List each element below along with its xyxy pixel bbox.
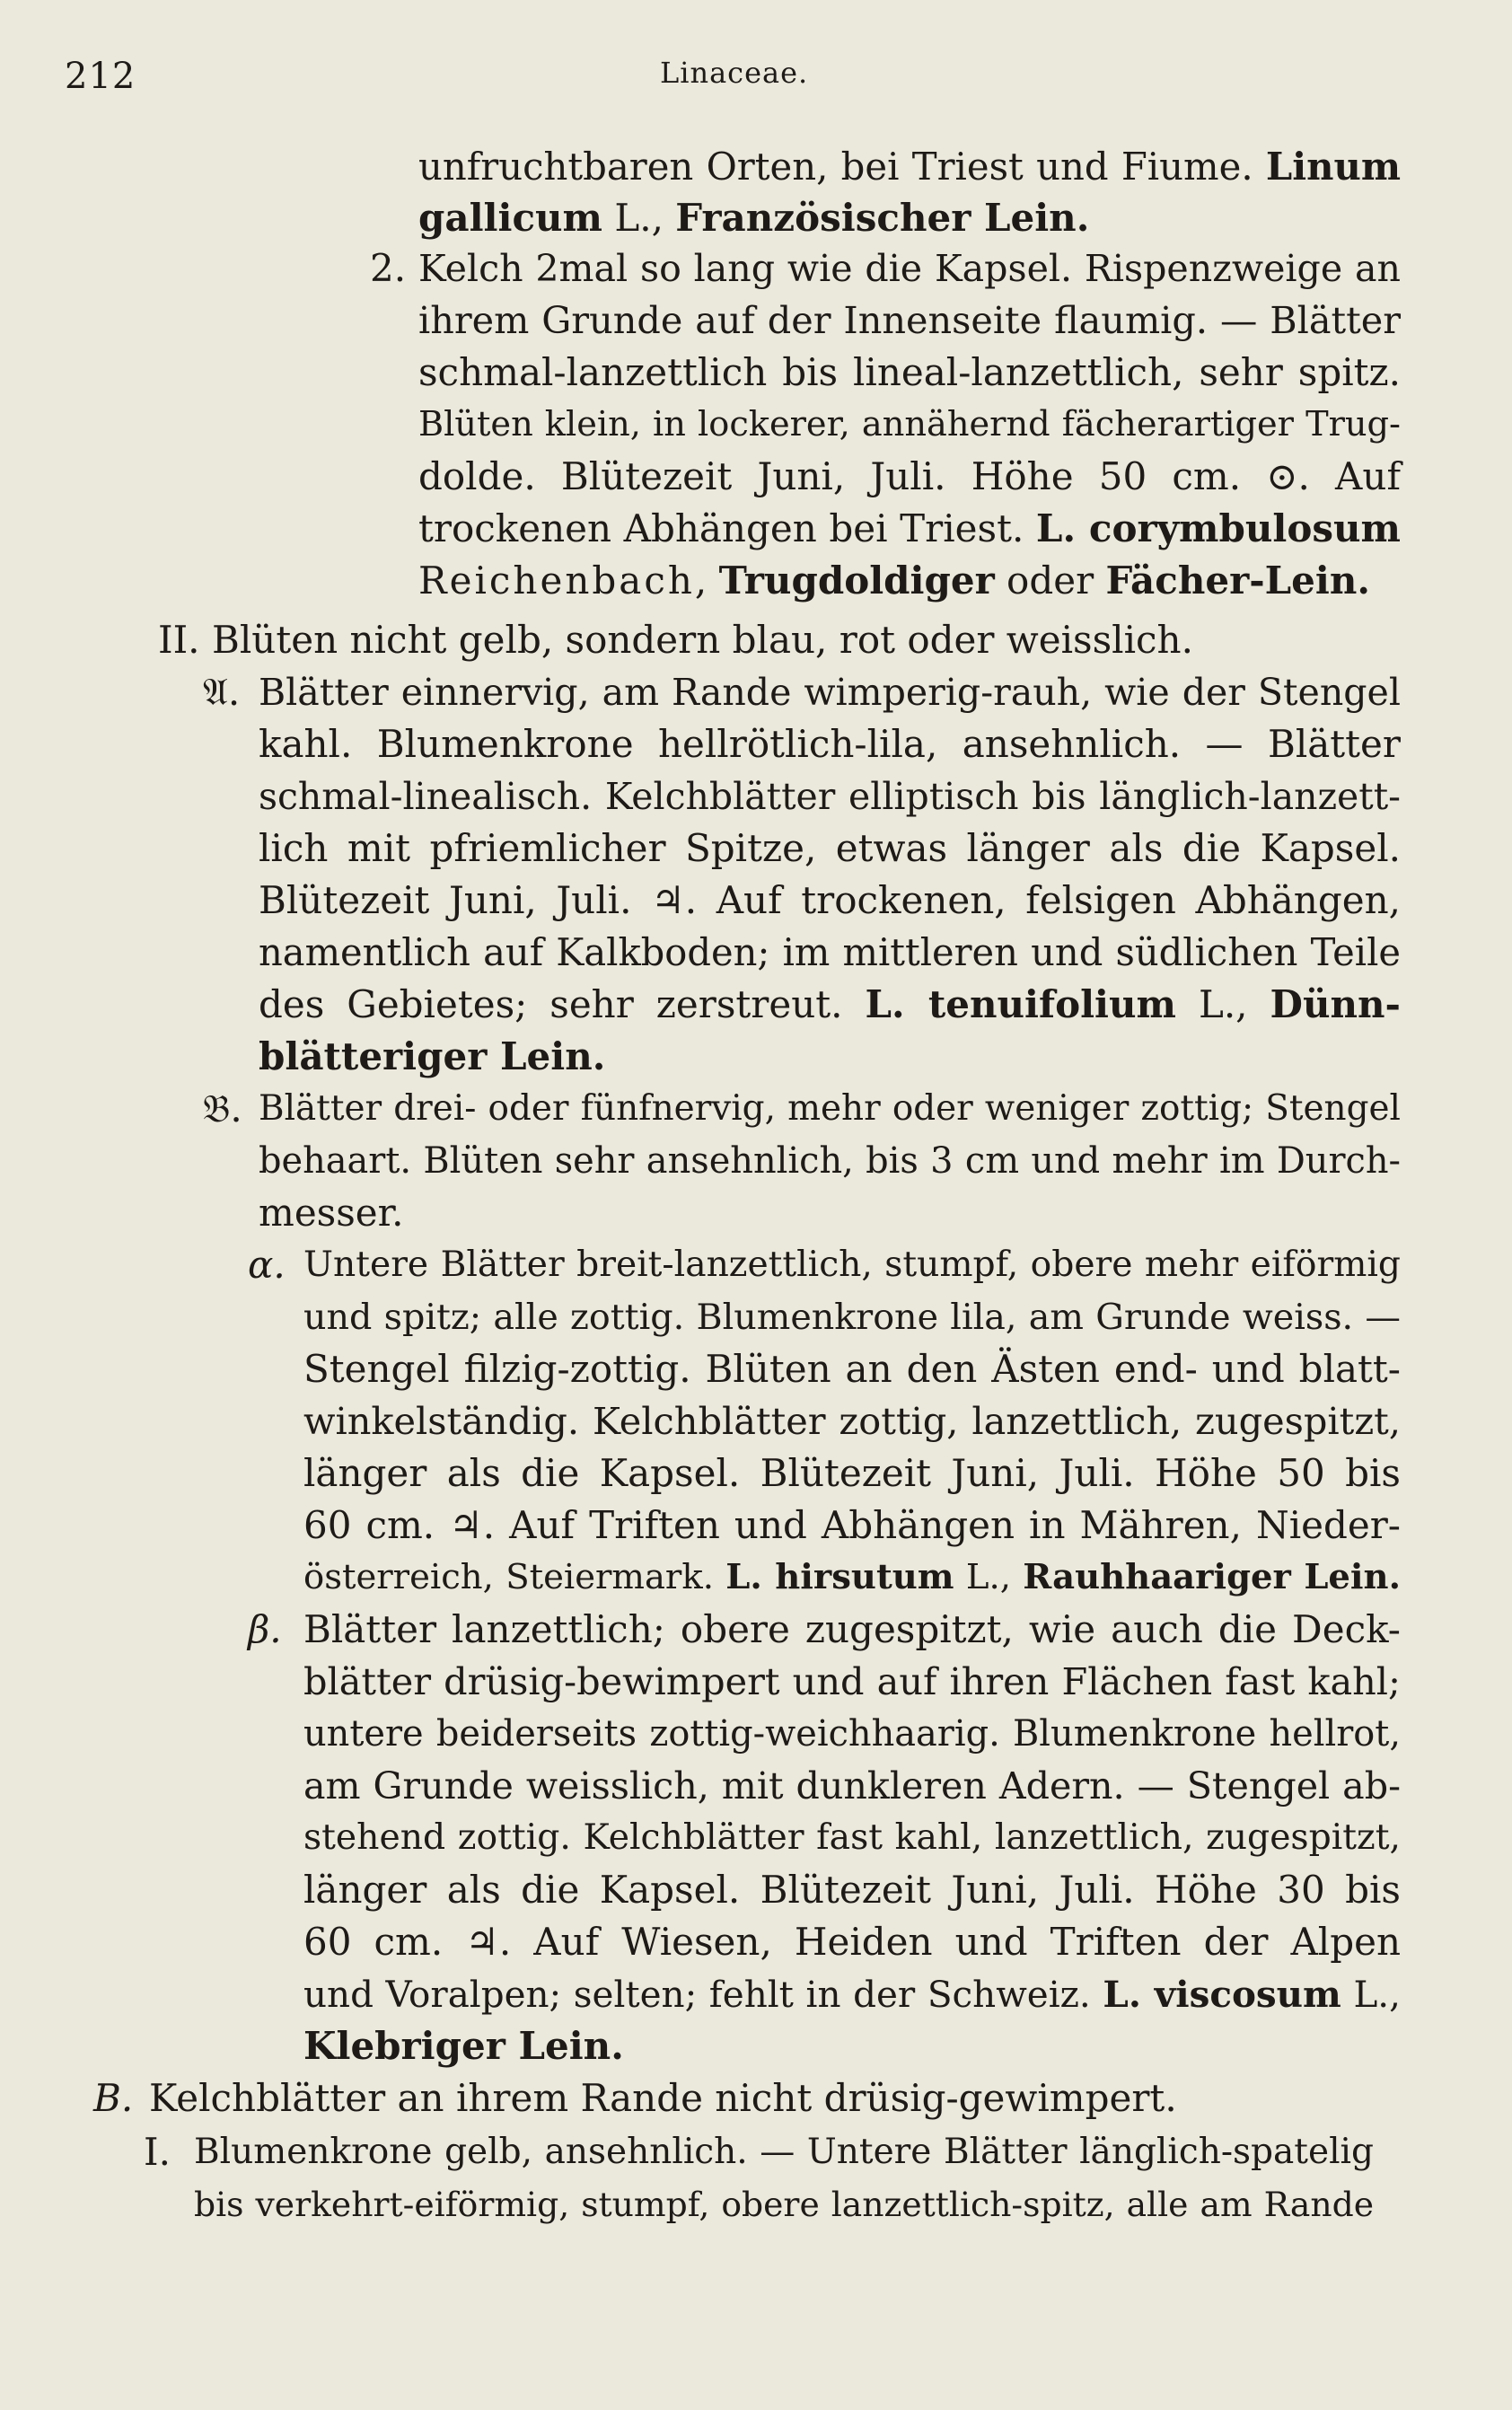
text-line: Reichenbach, Trugdoldiger oder Fächer-Lein. xyxy=(418,559,1371,602)
text-line: kahl. Blumenkrone hellrötlich-lila, ansehnlich. — Blätter xyxy=(259,722,1401,766)
text-line: blätteriger Lein. xyxy=(259,1034,606,1078)
text-line: ihrem Grunde auf der Innenseite flaumig. — Blätter xyxy=(418,299,1401,342)
text-line: des Gebietes; sehr zerstreut. L. tenuifolium L., Dünn- xyxy=(259,982,1401,1026)
text-line: Klebriger Lein. xyxy=(303,2024,624,2068)
text-line: messer. xyxy=(259,1191,404,1235)
list-marker: 𝔄. xyxy=(203,670,241,714)
list-marker: 2. xyxy=(370,246,407,290)
text-line: Stengel filzig-zottig. Blüten an den Ästen end- und blatt- xyxy=(303,1347,1401,1391)
text-line: gallicum L., Französischer Lein. xyxy=(418,196,1090,240)
text-line: behaart. Blüten sehr ansehnlich, bis 3 cm und mehr im Durch- xyxy=(259,1140,1401,1182)
text-line: Blätter drei- oder fünfnervig, mehr oder weniger zottig; Stengel xyxy=(259,1088,1401,1129)
text-line: blätter drüsig-bewimpert und auf ihren Flächen fast kahl; xyxy=(303,1660,1401,1703)
text-line: trockenen Abhängen bei Triest. L. corymbulosum xyxy=(418,506,1401,550)
text-line: Kelch 2mal so lang wie die Kapsel. Rispenzweige an xyxy=(418,247,1401,290)
running-title: Linaceae. xyxy=(660,56,809,90)
text-line: Untere Blätter breit-lanzettlich, stumpf, obere mehr eiförmig xyxy=(303,1245,1401,1285)
text-line: länger als die Kapsel. Blütezeit Juni, Juli. Höhe 30 bis xyxy=(303,1868,1401,1912)
text-line: 60 cm. ♃. Auf Wiesen, Heiden und Triften der Alpen xyxy=(303,1920,1401,1964)
text-line: und spitz; alle zottig. Blumenkrone lila, am Grunde weiss. — xyxy=(303,1297,1401,1338)
list-marker: I. xyxy=(144,2130,171,2174)
list-marker: β. xyxy=(248,1607,282,1651)
list-marker: 𝔅. xyxy=(203,1086,242,1130)
text-line: untere beiderseits zottig-weichhaarig. Blumenkrone hellrot, xyxy=(303,1713,1401,1755)
text-line: Blumenkrone gelb, ansehnlich. — Untere Blätter länglich-spatelig xyxy=(194,2132,1374,2172)
text-line: Blütezeit Juni, Juli. ♃. Auf trockenen, felsigen Abhängen, xyxy=(259,878,1401,922)
text-line: Blüten klein, in lockerer, annähernd fächerartiger Trug- xyxy=(418,404,1401,444)
text-line: schmal-linealisch. Kelchblätter elliptisch bis länglich-lanzett- xyxy=(259,775,1401,818)
text-line: länger als die Kapsel. Blütezeit Juni, Juli. Höhe 50 bis xyxy=(303,1451,1401,1495)
text-line: unfruchtbaren Orten, bei Triest und Fiume. Linum xyxy=(418,145,1401,189)
list-marker: α. xyxy=(248,1243,286,1287)
text-line: 60 cm. ♃. Auf Triften und Abhängen in Mähren, Nieder- xyxy=(303,1503,1401,1547)
text-line: Blätter einnervig, am Rande wimperig-rauh, wie der Stengel xyxy=(259,671,1401,714)
list-marker: II. xyxy=(158,618,200,662)
text-line: bis verkehrt-eiförmig, stumpf, obere lanzettlich-spitz, alle am Rande xyxy=(194,2185,1374,2224)
text-line: österreich, Steiermark. L. hirsutum L., Rauhhaariger Lein. xyxy=(303,1557,1401,1597)
text-line: Blüten nicht gelb, sondern blau, rot oder weisslich. xyxy=(212,618,1193,662)
text-line: am Grunde weisslich, mit dunkleren Adern. — Stengel ab- xyxy=(303,1764,1401,1808)
text-line: dolde. Blütezeit Juni, Juli. Höhe 50 cm. ⊙. Auf xyxy=(418,454,1401,498)
text-line: und Voralpen; selten; fehlt in der Schweiz. L. viscosum L., xyxy=(303,1973,1401,2016)
text-line: namentlich auf Kalkboden; im mittleren und südlichen Teile xyxy=(259,930,1401,974)
list-marker: B. xyxy=(93,2076,134,2120)
page-number: 212 xyxy=(65,56,136,97)
text-line: schmal-lanzettlich bis lineal-lanzettlich, sehr spitz. xyxy=(418,350,1401,394)
text-line: Kelchblätter an ihrem Rande nicht drüsig-gewimpert. xyxy=(149,2076,1177,2120)
text-line: stehend zottig. Kelchblätter fast kahl, lanzettlich, zugespitzt, xyxy=(303,1817,1401,1858)
text-line: lich mit pfriemlicher Spitze, etwas länger als die Kapsel. xyxy=(259,826,1401,870)
text-line: Blätter lanzettlich; obere zugespitzt, wie auch die Deck- xyxy=(303,1607,1401,1651)
text-line: winkelständig. Kelchblätter zottig, lanzettlich, zugespitzt, xyxy=(303,1400,1401,1443)
